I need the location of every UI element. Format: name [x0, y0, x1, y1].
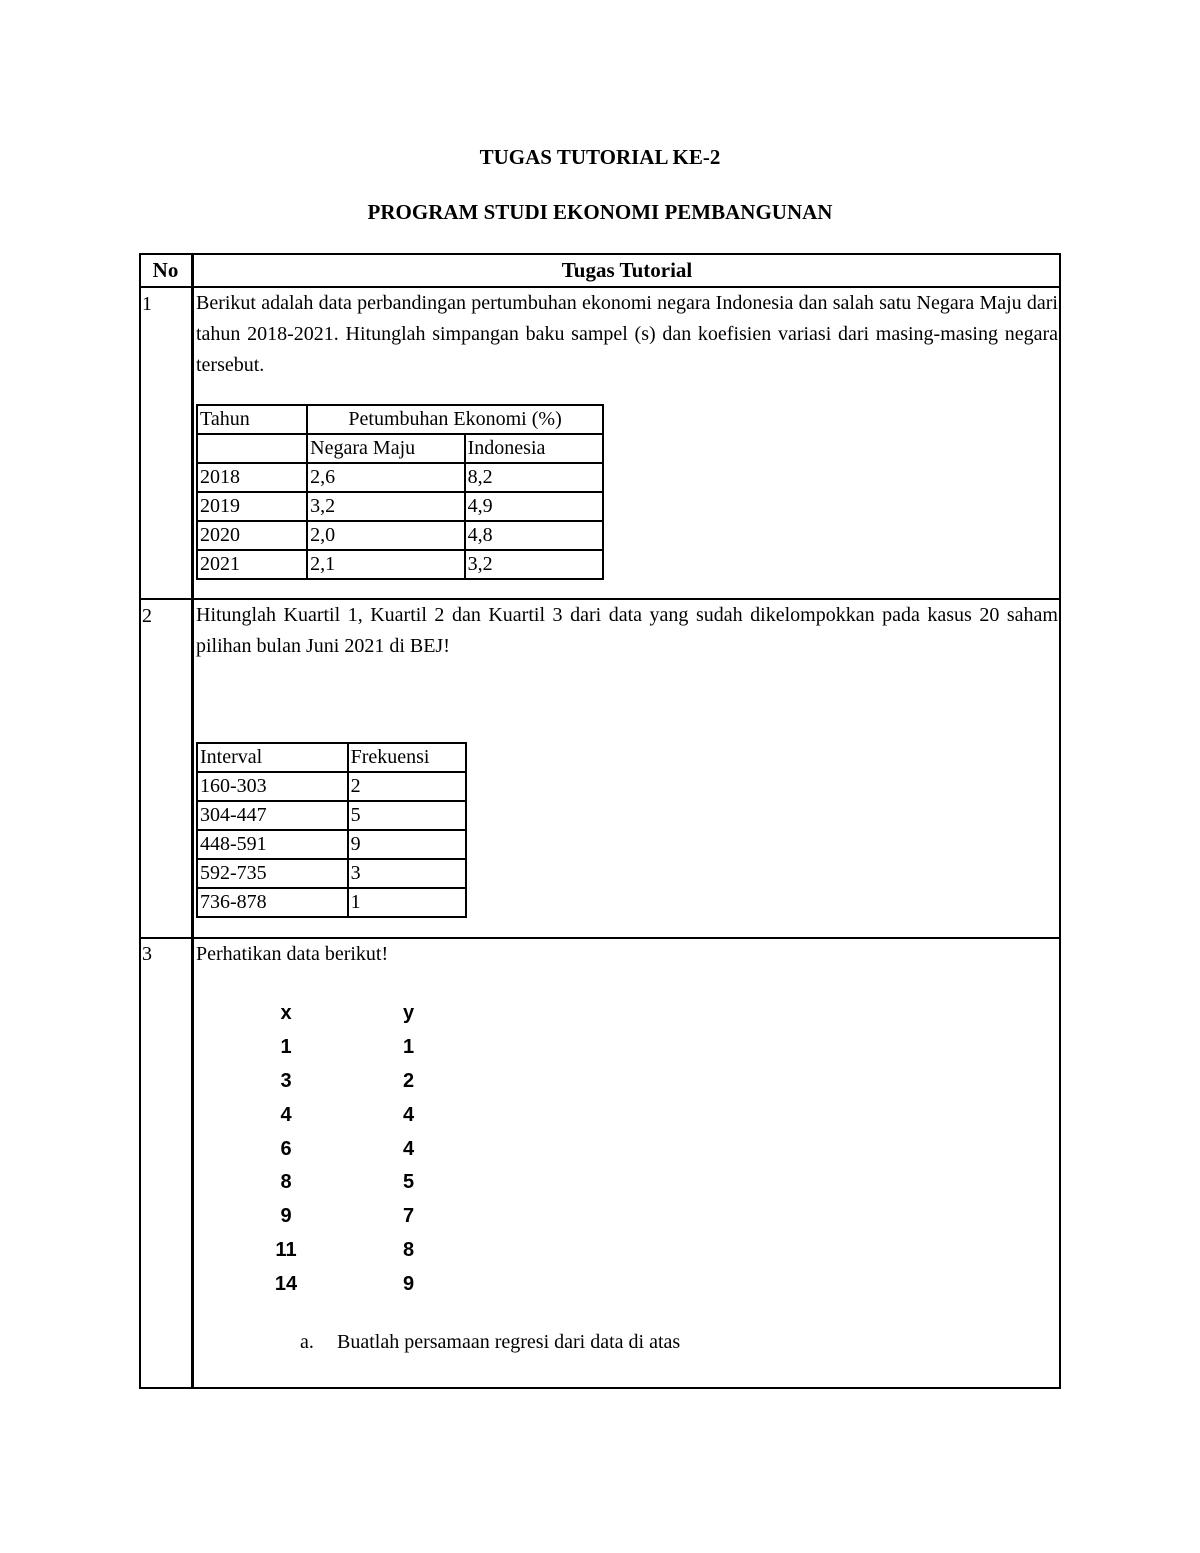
freq-cell: 2	[348, 772, 466, 801]
table-row	[240, 1098, 485, 1132]
x-header: x	[280, 1002, 292, 1025]
year-cell: 2021	[197, 550, 307, 579]
header-no: No	[152, 258, 179, 282]
empty-cell	[197, 434, 307, 463]
row-number-1: 1	[142, 293, 152, 315]
year-cell: 2020	[197, 521, 307, 550]
task-3-text: Perhatikan data berikut!	[196, 943, 389, 965]
col-interval-header: Interval	[197, 743, 348, 772]
table-row	[240, 1200, 485, 1234]
col-maju-header: Negara Maju	[307, 434, 464, 463]
col-year-header: Tahun	[197, 405, 307, 434]
x-cell: 6	[280, 1137, 292, 1160]
indonesia-cell: 8,2	[465, 463, 603, 492]
program-title: PROGRAM STUDI EKONOMI PEMBANGUNAN	[367, 200, 833, 224]
interval-cell: 448-591	[197, 830, 348, 859]
frequency-table	[196, 742, 467, 918]
table-row	[240, 1267, 485, 1301]
y-cell: 8	[402, 1238, 415, 1261]
maju-cell: 2,0	[307, 521, 464, 550]
year-cell: 2019	[197, 492, 307, 521]
table-row	[197, 492, 603, 521]
table-row	[197, 830, 466, 859]
table-row	[197, 801, 466, 830]
y-cell: 1	[402, 1036, 415, 1059]
x-cell: 11	[275, 1238, 297, 1261]
table-row	[197, 859, 466, 888]
col-freq-header: Frekuensi	[348, 743, 466, 772]
row-number-2: 2	[142, 605, 152, 627]
y-cell: 7	[402, 1205, 415, 1228]
freq-cell: 1	[348, 888, 466, 917]
y-header: y	[402, 1002, 415, 1025]
table-row	[240, 1031, 485, 1065]
table-row	[197, 772, 466, 801]
table-row	[240, 1132, 485, 1166]
x-cell: 4	[280, 1103, 292, 1126]
interval-cell: 160-303	[197, 772, 348, 801]
year-cell: 2018	[197, 463, 307, 492]
table-row	[197, 550, 603, 579]
table-row	[240, 1166, 485, 1200]
freq-cell: 5	[348, 801, 466, 830]
document-title: TUGAS TUTORIAL KE-2	[479, 145, 721, 169]
indonesia-cell: 4,9	[465, 492, 603, 521]
interval-cell: 592-735	[197, 859, 348, 888]
maju-cell: 2,1	[307, 550, 464, 579]
y-cell: 2	[402, 1069, 415, 1092]
x-cell: 8	[280, 1171, 292, 1194]
indonesia-cell: 3,2	[465, 550, 603, 579]
x-cell: 1	[280, 1036, 292, 1059]
table-row	[197, 463, 603, 492]
table-row	[240, 1234, 485, 1268]
y-cell: 4	[402, 1103, 415, 1126]
interval-cell: 736-878	[197, 888, 348, 917]
x-cell: 3	[280, 1069, 292, 1092]
table-row	[240, 1065, 485, 1099]
x-cell: 9	[280, 1205, 292, 1228]
x-cell: 14	[274, 1272, 298, 1295]
interval-cell: 304-447	[197, 801, 348, 830]
list-item-a-text: Buatlah persamaan regresi dari data di atas	[337, 1331, 681, 1353]
freq-cell: 3	[348, 859, 466, 888]
maju-cell: 3,2	[307, 492, 464, 521]
growth-table	[196, 404, 604, 580]
col-indonesia-header: Indonesia	[465, 434, 603, 463]
row-number-3: 3	[142, 943, 152, 965]
task-2-text: Hitunglah Kuartil 1, Kuartil 2 dan Kuartil 3 dari data yang sudah dikelompokkan pada kasus 20 saham pilihan bulan Juni 2021 di BEJ!	[196, 604, 1058, 657]
column-divider	[191, 253, 194, 1389]
y-cell: 9	[402, 1272, 415, 1295]
y-cell: 5	[402, 1171, 415, 1194]
xy-data-table	[240, 997, 485, 1301]
table-row	[197, 521, 603, 550]
maju-cell: 2,6	[307, 463, 464, 492]
freq-cell: 9	[348, 830, 466, 859]
task-1-text: Berikut adalah data perbandingan pertumbuhan ekonomi negara Indonesia dan salah satu Negara Maju dari tahun 2018-2021. Hitunglah simpangan baku sampel (s) dan koefisien variasi dari masing-masing negara tersebut.	[196, 292, 1058, 376]
header-task: Tugas Tutorial	[561, 258, 693, 282]
y-cell: 4	[402, 1137, 415, 1160]
table-row	[197, 888, 466, 917]
col-growth-header: Petumbuhan Ekonomi (%)	[307, 405, 603, 434]
indonesia-cell: 4,8	[465, 521, 603, 550]
list-marker-a: a.	[300, 1331, 314, 1353]
